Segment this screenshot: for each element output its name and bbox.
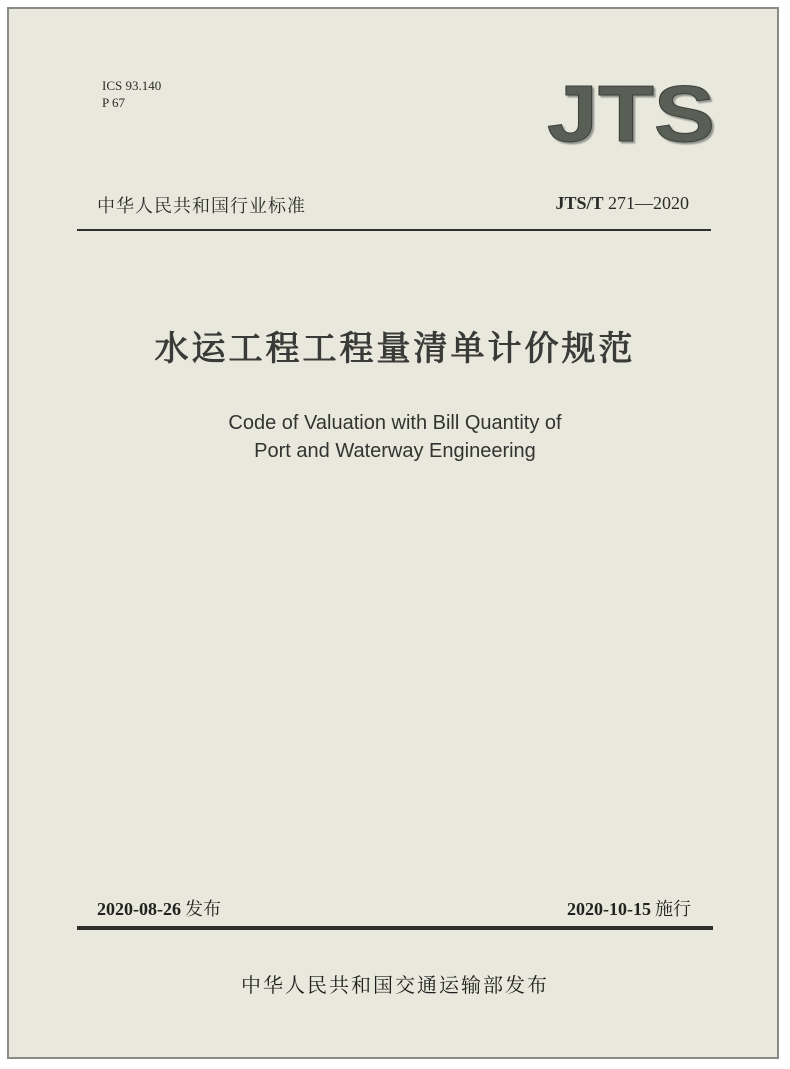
title-english [9,409,781,465]
standard-number-value: 271—2020 [608,193,689,213]
ics-code: ICS 93.140 [102,78,162,93]
header-divider [77,229,711,231]
classification-codes [102,77,161,111]
logo-text: JTS [547,71,715,151]
publisher: 中华人民共和国交通运输部发布 [241,973,549,997]
document-cover [7,7,779,1059]
issue-date-value: 2020-08-26 [97,899,181,919]
issue-date [97,895,221,921]
effective-date-value: 2020-10-15 [567,899,651,919]
standard-number [555,193,689,214]
p-code: P 67 [102,95,125,110]
title-english-line1: Code of Valuation with Bill Quantity of [228,412,562,434]
standard-type: 中华人民共和国行业标准 [97,196,306,217]
title-english-line2: Port and Waterway Engineering [254,440,536,462]
effective-date-label: 施行 [655,899,691,920]
jts-logo [544,71,719,151]
standard-number-prefix: JTS/T [555,193,604,213]
effective-date [567,895,691,921]
issue-date-label: 发布 [185,899,221,920]
footer-divider [77,926,713,930]
title-chinese: 水运工程工程量清单计价规范 [154,329,636,369]
